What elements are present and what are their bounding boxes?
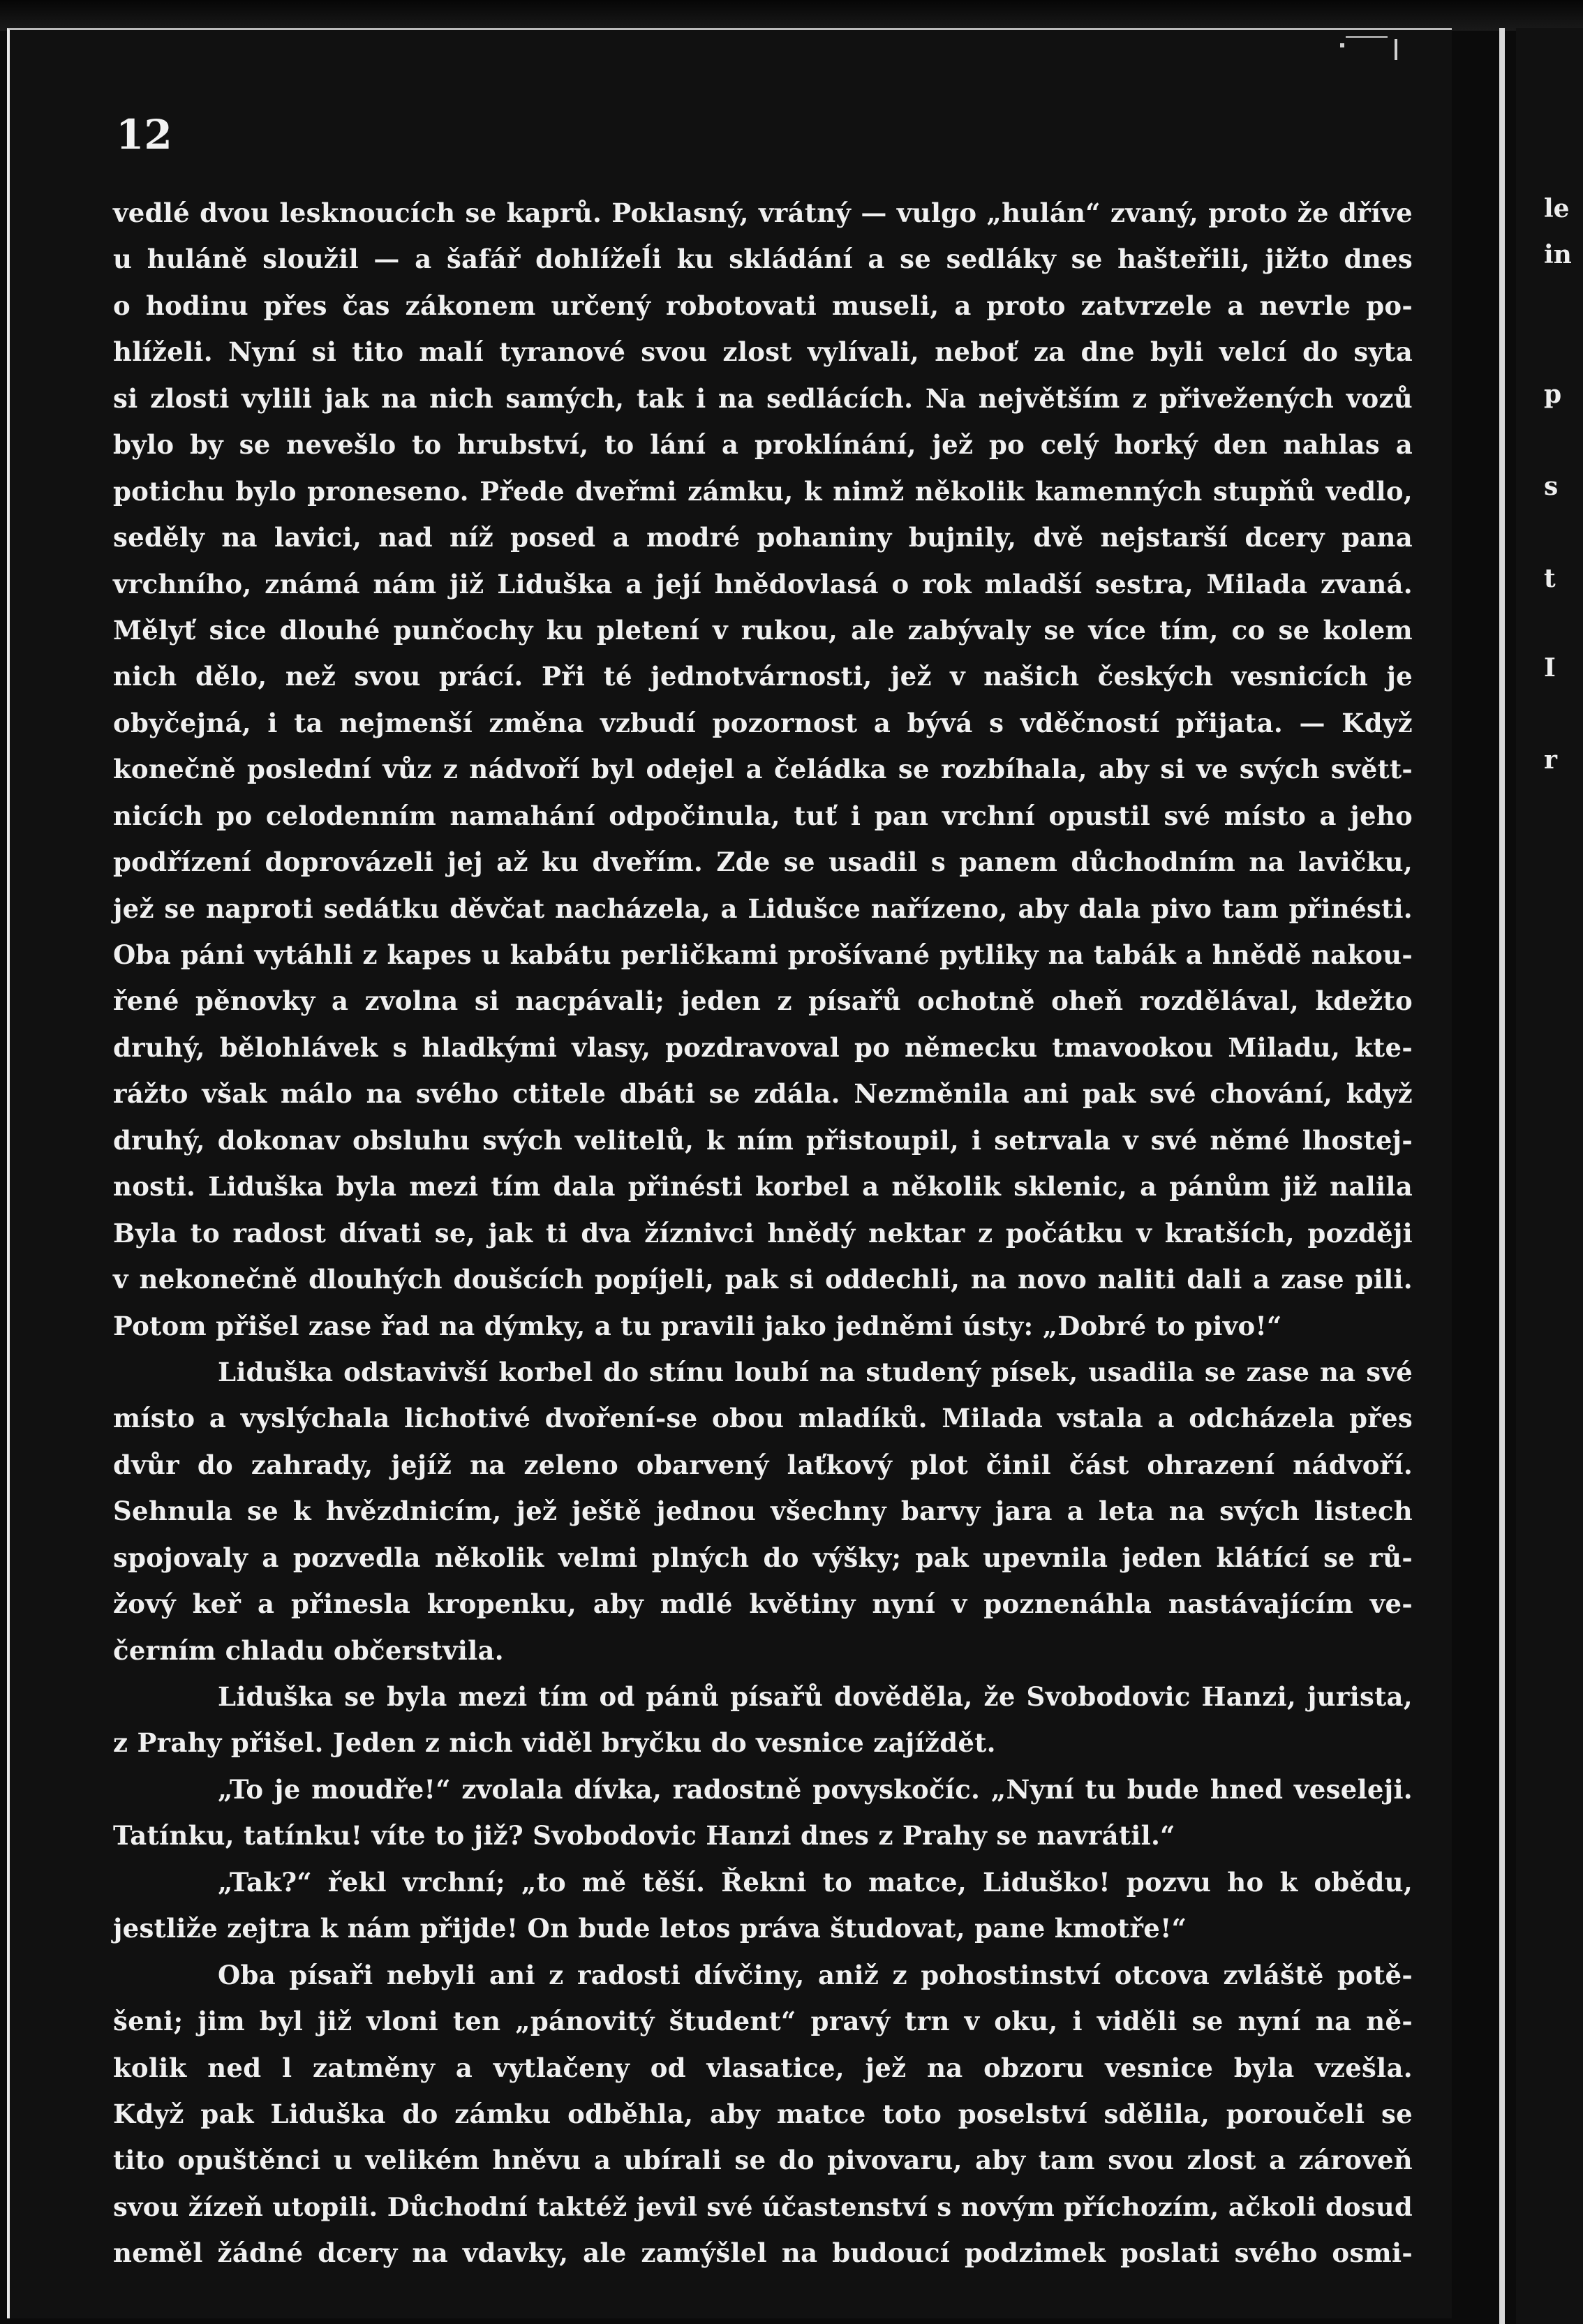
text-line: konečně poslední vůz z nádvoří byl odejel a čeládka se rozbíhala, aby si ve svých světt- — [113, 754, 1413, 785]
text-line: „Tak?“ řekl vrchní; „to mě těší. Řekni to matce, Liduško! pozvu ho k obědu, — [218, 1866, 1413, 1898]
text-line: podřízení doprovázeli jej až ku dveřím. Zde se usadil s panem důchodním na lavičku, — [113, 847, 1413, 878]
text-line: Byla to radost dívati se, jak ti dva žíznivci hnědý nektar z počátku v kratších, později — [113, 1217, 1413, 1249]
text-line: neměl žádné dcery na vdavky, ale zamýšlel na budoucí podzimek poslati svého osmi- — [113, 2237, 1413, 2269]
text-line: Liduška odstavivší korbel do stínu loubí na studený písek, usadila se zase na své — [218, 1356, 1413, 1387]
scan-speck — [1346, 36, 1388, 38]
scan-speck — [1340, 43, 1344, 47]
text-line: svou žízeň utopili. Důchodní taktéž jevil své účastenství s novým příchozím, ačkoli dosud — [113, 2191, 1413, 2222]
adjacent-page-fragment: I — [1544, 653, 1556, 683]
text-line: jež se naproti sedátku děvčat nacházela, a Lidušce nařízeno, aby dala pivo tam přinésti. — [113, 893, 1413, 924]
body-text — [113, 190, 1413, 2277]
text-line: nicích po celodenním namahání odpočinula, tuť i pan vrchní opustil své místo a jeho — [113, 800, 1413, 831]
text-line: řené pěnovky a zvolna si nacpávali; jeden z písařů ochotně oheň rozdělával, kdežto — [113, 985, 1413, 1017]
text-line: Oba písaři nebyli ani z radosti dívčiny, aniž z pohostinství otcova zvláště potě- — [218, 1959, 1413, 1990]
adjacent-page-fragment: s — [1544, 472, 1559, 501]
text-line: Sehnula se k hvězdnicím, jež ještě jednou všechny barvy jara a leta na svých listech — [113, 1496, 1413, 1527]
text-line: žový keř a přinesla kropenku, aby mdlé květiny nyní v poznenáhla nastávajícím ve- — [113, 1588, 1413, 1620]
text-line: bylo by se nevešlo to hrubství, to lání a proklínání, jež po celý horký den nahlas a — [113, 429, 1413, 461]
adjacent-page-fragment: in — [1544, 240, 1572, 269]
adjacent-page-edge — [1516, 28, 1583, 2324]
text-line: nosti. Liduška byla mezi tím dala přinésti korbel a několik sklenic, a pánům již nalila — [113, 1171, 1413, 1202]
text-line: v nekonečně dlouhých doušcích popíjeli, pak si oddechli, na novo naliti dali a zase pili. — [113, 1264, 1413, 1295]
adjacent-page-fragment: t — [1544, 564, 1556, 593]
text-line: Když pak Liduška do zámku odběhla, aby matce toto poselství sdělila, poroučeli se — [113, 2098, 1413, 2129]
text-line: druhý, bělohlávek s hladkými vlasy, pozdravoval po německu tmavookou Miladu, kte- — [113, 1031, 1413, 1063]
text-line: potichu bylo proneseno. Přede dveřmi zámku, k nimž několik kamenných stupňů vedlo, — [113, 475, 1413, 507]
text-line: spojovaly a pozvedla několik velmi plných do výšky; pak upevnila jeden klátící se rů- — [113, 1542, 1413, 1573]
text-line: Potom přišel zase řad na dýmky, a tu pravili jako jedněmi ústy: „Dobré to pivo!“ — [113, 1310, 1282, 1341]
text-line: Liduška se byla mezi tím od pánů písařů dověděla, že Svobodovic Hanzi, jurista, — [218, 1681, 1413, 1712]
text-line: u huláně sloužil — a šafář dohlížeĺi ku skládání a se sedláky se hašteřili, jižto dnes — [113, 244, 1413, 275]
text-line: dvůr do zahrady, jejíž na zeleno obarvený laťkový plot činil část ohrazení nádvoří. — [113, 1449, 1413, 1480]
scan-speck — [1395, 39, 1397, 60]
text-line: vedlé dvou lesknoucích se kaprů. Poklasný, vrátný — vulgo „hulán“ zvaný, proto že dříve — [113, 198, 1413, 228]
text-line: nich dělo, než svou prácí. Při té jednotvárnosti, jež v našich českých vesnicích je — [113, 661, 1413, 692]
text-line: o hodinu přes čas zákonem určený robotovati museli, a proto zatvrzele a nevrle po- — [113, 290, 1413, 321]
text-line: černím chladu občerstvila. — [113, 1634, 504, 1666]
text-line: šeni; jim byl již vloni ten „pánovitý študent“ pravý trn v oku, i viděli se nyní na ně- — [113, 2006, 1413, 2037]
text-line: jestliže zejtra k nám přijde! On bude letos práva študovat, pane kmotře!“ — [113, 1913, 1187, 1944]
text-line: kolik ned l zatměny a vytlačeny od vlasatice, jež na obzoru vesnice byla vzešla. — [113, 2052, 1413, 2083]
text-line: místo a vyslýchala lichotivé dvoření-se obou mladíků. Milada vstala a odcházela přes — [113, 1403, 1413, 1434]
text-line: Mělyť sice dlouhé punčochy ku pletení v rukou, ale zabývaly se více tím, co se kolem — [113, 614, 1413, 646]
adjacent-page-fragment: r — [1544, 745, 1557, 775]
page-gutter — [1499, 28, 1505, 2324]
page-number: 12 — [116, 111, 172, 158]
text-line: rážto však málo na svého ctitele dbáti se zdála. Nezměnila ani pak své chování, když — [113, 1078, 1413, 1110]
text-line: seděly na lavici, nad níž posed a modré pohaniny bujnily, dvě nejstarší dcery pana — [113, 522, 1413, 553]
text-line: druhý, dokonav obsluhu svých velitelů, k ním přistoupil, i setrvala v své němé lhostej- — [113, 1124, 1413, 1156]
text-line: si zlosti vylili jak na nich samých, tak i na sedlácích. Na největším z přivežených vozů — [113, 382, 1413, 414]
text-line: tito opuštěnci u velikém hněvu a ubírali se do pivovaru, aby tam svou zlost a zároveň — [113, 2145, 1413, 2176]
text-line: hlíželi. Nyní si tito malí tyranové svou zlost vylívali, neboť za dne byli velcí do syta — [113, 336, 1413, 368]
text-line: z Prahy přišel. Jeden z nich viděl bryčku do vesnice zajíždět. — [113, 1727, 996, 1759]
scan-top-edge — [0, 0, 1583, 31]
text-line: obyčejná, i ta nejmenší změna vzbudí pozornost a bývá s vděčností přijata. — Když — [113, 707, 1413, 738]
text-line: Oba páni vytáhli z kapes u kabátu perličkami prošívané pytliky na tabák a hnědě nakou- — [113, 939, 1413, 970]
text-line: Tatínku, tatínku! víte to již? Svobodovic Hanzi dnes z Prahy se navrátil.“ — [113, 1820, 1175, 1852]
text-line: „To je moudře!“ zvolala dívka, radostně povyskočíc. „Nyní tu bude hned veseleji. — [218, 1773, 1413, 1805]
text-line: vrchního, známá nám již Liduška a její hnědovlasá o rok mladší sestra, Milada zvaná. — [113, 568, 1413, 599]
adjacent-page-fragment: p — [1544, 380, 1562, 409]
adjacent-page-fragment: le — [1544, 194, 1570, 223]
